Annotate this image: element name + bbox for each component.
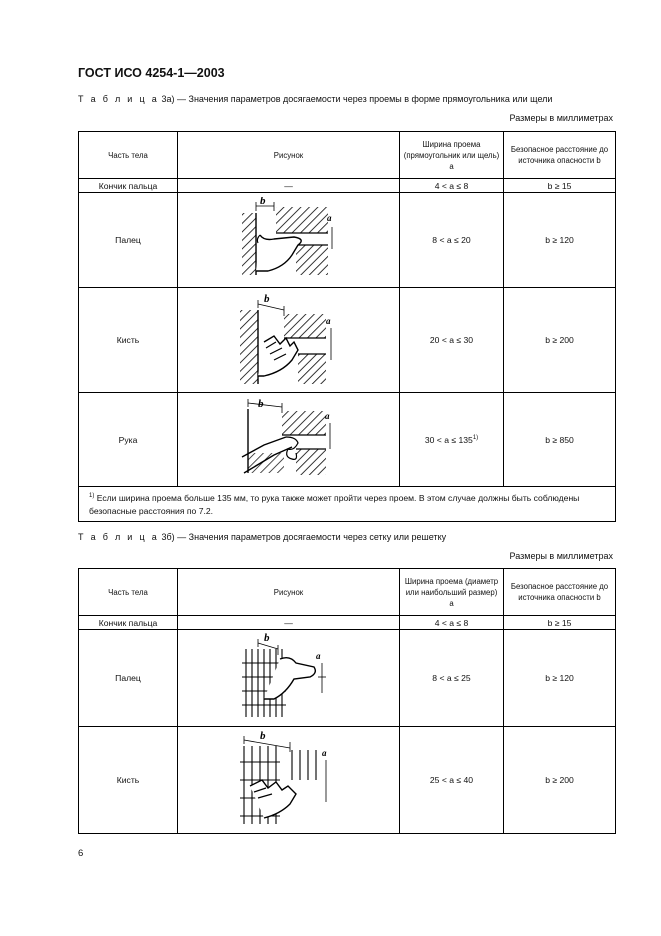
cell-safety-distance: b ≥ 200 xyxy=(504,288,616,393)
cell-body-part: Кончик пальца xyxy=(79,616,178,630)
hand-slot-figure xyxy=(234,292,344,388)
cell-body-part: Кисть xyxy=(79,727,178,834)
table-header-row xyxy=(79,569,616,616)
table-3a xyxy=(78,131,616,522)
label-a: a xyxy=(324,410,329,421)
cell-safety-distance: b ≥ 120 xyxy=(504,193,616,288)
page-number: 6 xyxy=(78,848,84,859)
table-row xyxy=(79,288,616,393)
label-a: a xyxy=(321,748,326,758)
table-row xyxy=(79,630,616,727)
cell-opening-width xyxy=(400,393,504,487)
cell-picture: — xyxy=(178,616,400,630)
table-3b xyxy=(78,568,616,834)
col-header-body-part: Часть тела xyxy=(79,569,178,616)
cell-safety-distance: b ≥ 200 xyxy=(504,727,616,834)
footnote-row xyxy=(79,487,616,522)
cell-picture xyxy=(178,193,400,288)
table-3a-units: Размеры в миллиметрах xyxy=(509,113,613,123)
table-footnote xyxy=(79,487,616,522)
finger-mesh-figure xyxy=(234,633,344,723)
label-b: b xyxy=(257,397,263,410)
caption-text: 3а) — Значения параметров досягаемости через проемы в форме прямоугольника или щели xyxy=(159,94,553,104)
label-a: a xyxy=(325,316,330,326)
caption-prefix: Т а б л и ц а xyxy=(78,532,159,542)
cell-opening-width: 4 < a ≤ 8 xyxy=(400,179,504,193)
caption-prefix: Т а б л и ц а xyxy=(78,94,159,104)
table-3a-caption xyxy=(78,94,552,104)
cell-body-part: Кисть xyxy=(79,288,178,393)
cell-picture: — xyxy=(178,179,400,193)
cell-opening-width: 8 < a ≤ 25 xyxy=(400,630,504,727)
cell-body-part: Рука xyxy=(79,393,178,487)
caption-text: 3б) — Значения параметров досягаемости через сетку или решетку xyxy=(159,532,447,542)
cell-opening-width: 8 < a ≤ 20 xyxy=(400,193,504,288)
finger-slot-figure xyxy=(234,197,344,283)
footnote-text: Если ширина проема больше 135 мм, то рука также может пройти через проем. В этом случае должны быть соблюдены безопасные расстояния по 7.2. xyxy=(89,492,580,516)
label-b: b xyxy=(263,293,269,305)
table-row xyxy=(79,193,616,288)
cell-body-part: Кончик пальца xyxy=(79,179,178,193)
hand-mesh-figure xyxy=(234,730,344,830)
col-header-body-part: Часть тела xyxy=(79,132,178,179)
label-b: b xyxy=(263,633,269,644)
cell-picture xyxy=(178,393,400,487)
cell-safety-distance: b ≥ 15 xyxy=(504,616,616,630)
arm-slot-figure xyxy=(234,397,344,483)
cell-picture xyxy=(178,630,400,727)
cell-safety-distance: b ≥ 120 xyxy=(504,630,616,727)
table-row xyxy=(79,179,616,193)
table-3b-units: Размеры в миллиметрах xyxy=(509,551,613,561)
col-header-safety-distance: Безопасное расстояние до источника опасности b xyxy=(504,569,616,616)
label-a: a xyxy=(315,651,320,661)
col-header-picture: Рисунок xyxy=(178,569,400,616)
label-a: a xyxy=(326,213,331,223)
width-value: 30 < a ≤ 135 xyxy=(424,434,473,445)
table-row xyxy=(79,393,616,487)
table-row xyxy=(79,727,616,834)
cell-opening-width: 4 < a ≤ 8 xyxy=(400,616,504,630)
cell-body-part: Палец xyxy=(79,193,178,288)
label-b: b xyxy=(259,730,265,742)
cell-opening-width: 20 < a ≤ 30 xyxy=(400,288,504,393)
cell-body-part: Палец xyxy=(79,630,178,727)
document-header: ГОСТ ИСО 4254-1—2003 xyxy=(78,66,225,80)
col-header-picture: Рисунок xyxy=(178,132,400,179)
table-3b-caption xyxy=(78,532,446,542)
cell-safety-distance: b ≥ 15 xyxy=(504,179,616,193)
table-row xyxy=(79,616,616,630)
cell-safety-distance: b ≥ 850 xyxy=(504,393,616,487)
cell-opening-width: 25 < a ≤ 40 xyxy=(400,727,504,834)
table-header-row xyxy=(79,132,616,179)
label-b: b xyxy=(259,197,265,207)
footnote-ref: 1) xyxy=(472,434,479,441)
col-header-opening-width: Ширина проема (прямоугольник или щель) a xyxy=(400,132,504,179)
col-header-safety-distance: Безопасное расстояние до источника опасности b xyxy=(504,132,616,179)
col-header-opening-width: Ширина проема (диаметр или наибольший размер) a xyxy=(400,569,504,616)
footnote-mark: 1) xyxy=(89,493,95,499)
cell-picture xyxy=(178,727,400,834)
cell-picture xyxy=(178,288,400,393)
